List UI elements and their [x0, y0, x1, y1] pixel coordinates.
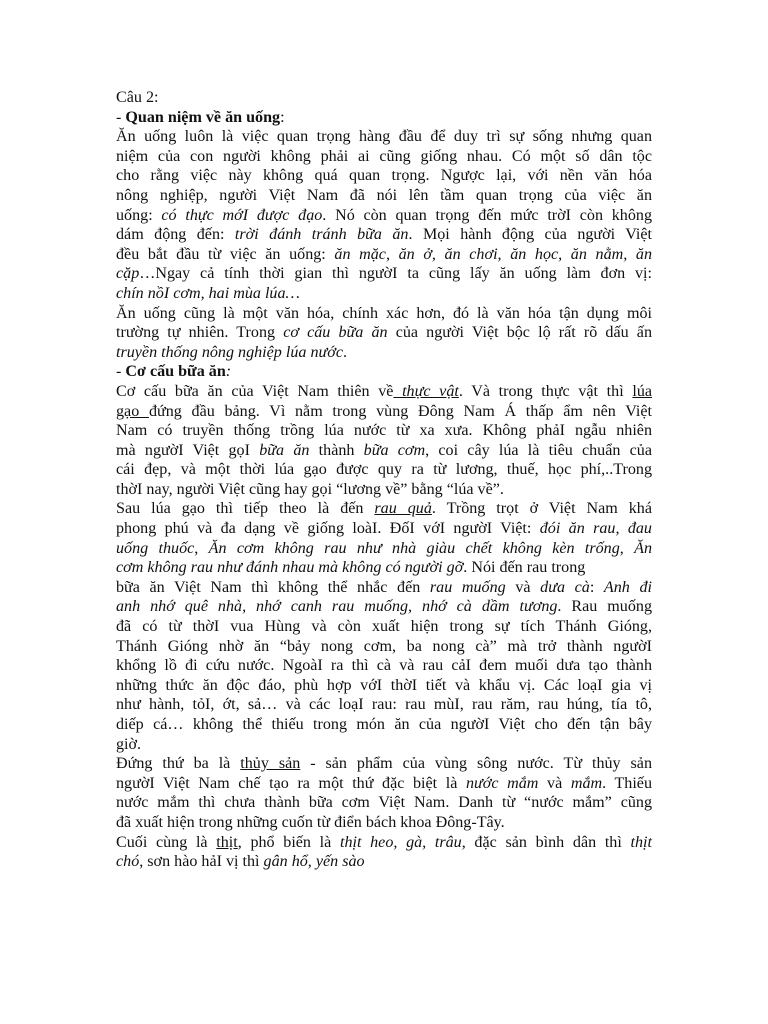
text-line: [116, 637, 652, 657]
text-segment: và: [505, 578, 541, 596]
text-segment: đã xuất hiện trong những cuốn từ điển bách khoa Đông-Tây.: [116, 813, 505, 831]
text-segment: nước mắm thì chưa thành bữa cơm Việt Nam. Danh từ “nước mắm” cũng: [116, 794, 652, 812]
text-line: [116, 127, 652, 147]
text-segment: . Mọi hành động của người Việt: [408, 226, 652, 244]
text-segment: :: [225, 363, 232, 381]
text-segment: -: [116, 363, 126, 381]
text-line: [116, 421, 652, 441]
text-segment: chín nồI cơm, hai mùa lúa…: [116, 284, 300, 302]
text-segment: niệm của con người không phải ai cũng giống nhau. Có một số dân tộc: [116, 147, 652, 165]
text-segment: mắm: [570, 774, 603, 792]
text-segment: , sơn hào hảI vị thì: [139, 853, 264, 871]
text-segment: cho rằng việc này không quá quan trọng. Ngược lại, với nền văn hóa: [116, 167, 652, 185]
document-page: [116, 88, 652, 872]
text-segment: đứng đầu bảng. Vì nằm trong vùng Đông Nam Á thấp ẩm nên Việt: [148, 402, 652, 420]
text-line: [116, 460, 652, 480]
text-line: [116, 343, 652, 363]
text-segment: :: [589, 578, 604, 596]
text-segment: ngườI Việt Nam chế tạo ra một thứ đặc biệt là: [116, 774, 466, 792]
text-segment: chó: [116, 853, 140, 871]
text-segment: dám động đến:: [116, 226, 235, 244]
text-segment: , đặc sản bình dân thì: [461, 833, 631, 851]
text-segment: Câu 2:: [116, 89, 159, 106]
text-segment: Ăn uống luôn là việc quan trọng hàng đầu để duy trì sự sống nhưng quan: [116, 128, 652, 146]
text-line: [116, 852, 652, 872]
text-line: [116, 617, 652, 637]
text-line: [116, 695, 652, 715]
text-segment: Quan niệm về ăn uống: [125, 108, 281, 126]
text-segment: và: [538, 774, 571, 792]
text-segment: Nam có truyền thống trồng lúa nước từ xa xưa. Không phảI ngẫu nhiên: [116, 422, 652, 440]
text-segment: đã có từ thờI vua Hùng và còn xuất hiện trong sự tích Thánh Gióng,: [116, 618, 652, 636]
text-segment: trường tự nhiên. Trong: [116, 324, 284, 342]
text-segment: . Nó còn quan trọng đến mức trờI còn không: [322, 206, 652, 224]
text-line: [116, 754, 652, 774]
text-segment: uống:: [116, 206, 162, 224]
text-segment: của người Việt bộc lộ rất rõ dấu ấn: [387, 324, 652, 342]
text-line: [116, 186, 652, 206]
text-segment: bữa cơm: [363, 441, 426, 459]
text-segment: Ăn uống cũng là một văn hóa, chính xác hơn, đó là văn hóa tận dụng môi: [116, 304, 652, 322]
text-line: [116, 774, 652, 794]
text-line: [116, 715, 652, 735]
text-line: [116, 441, 652, 461]
text-segment: Ăn cơm không rau như nhà giàu chết không kèn trống: [208, 539, 620, 557]
text-segment: cái đẹp, và một thời lúa gạo được quy ra từ lương, thuế, học phí,..Trong: [116, 461, 652, 479]
text-segment: nông nghiệp, người Việt Nam đã nói lên tầm quan trọng của việc ăn: [116, 186, 652, 204]
text-segment: lúa: [632, 382, 653, 400]
text-segment: thờI nay, người Việt cũng hay gọi “lương về” bằng “lúa về”.: [116, 480, 504, 498]
text-segment: . Nói đến rau trong: [463, 559, 586, 577]
text-segment: thực vật: [393, 382, 459, 400]
text-segment: gạo: [116, 402, 149, 420]
text-segment: cặp: [116, 265, 140, 283]
text-line: [116, 578, 652, 598]
text-line: [116, 284, 652, 304]
text-segment: Cuối cùng là: [116, 833, 217, 851]
text-line: [116, 225, 652, 245]
text-line: [116, 108, 652, 128]
text-line: [116, 362, 652, 382]
text-line: [116, 539, 652, 559]
text-segment: -: [116, 108, 126, 126]
text-line: [116, 833, 652, 853]
text-segment: anh nhớ quê nhà, nhớ canh rau muống, nhớ cà dầm tương: [116, 598, 558, 616]
text-line: [116, 166, 652, 186]
text-segment: những thức ăn độc đáo, phù hợp vớI thờI tiết và khẩu vị. Các loạI gia vị: [116, 676, 652, 694]
text-segment: đều bắt đầu từ việc ăn uống:: [116, 245, 335, 263]
text-line: [116, 656, 652, 676]
text-segment: diếp cá… không thể thiếu trong món ăn của ngườI Việt cho đến tận bây: [116, 716, 652, 733]
text-segment: , coi cây lúa là tiêu chuẩn của: [425, 441, 652, 459]
text-segment: cơ cấu bữa ăn: [283, 324, 388, 342]
text-segment: ,: [194, 539, 209, 557]
text-line: [116, 499, 652, 519]
text-segment: uống thuốc: [116, 539, 195, 557]
text-segment: bữa ăn: [259, 441, 310, 459]
text-segment: cơm không rau như đánh nhau mà không có người gỡ: [116, 559, 464, 577]
text-segment: . Thiếu: [602, 774, 653, 792]
text-line: [116, 304, 652, 324]
text-segment: Cơ cấu bữa ăn: [125, 363, 226, 381]
text-segment: …Ngay cả tính thời gian thì ngườI ta cũng lấy ăn uống làm đơn vị:: [139, 265, 652, 283]
text-line: [116, 323, 652, 343]
text-segment: nước mắm: [465, 774, 539, 792]
text-line: [116, 402, 652, 422]
text-segment: Thánh Gióng nhờ ăn “bảy nong cơm, ba nong cà” mà trở thành ngườI: [116, 637, 652, 655]
text-segment: thịt: [216, 833, 238, 851]
text-segment: mà ngườI Việt gọI: [116, 441, 260, 459]
text-segment: :: [280, 108, 285, 126]
text-segment: thịt: [630, 833, 652, 851]
text-segment: có thực mớI được đạo: [161, 206, 323, 224]
text-segment: Anh đi: [603, 578, 652, 596]
text-segment: phong phú và đa dạng về giống loàI. ĐốI vớI ngườI Việt:: [116, 520, 540, 538]
text-segment: dưa cà: [540, 578, 590, 596]
text-segment: . Trồng trọt ở Việt Nam khá: [431, 500, 652, 518]
text-segment: , phổ biến là: [237, 833, 340, 851]
text-line: [116, 147, 652, 167]
text-segment: rau quả: [374, 500, 432, 518]
text-segment: . Rau muống: [557, 598, 652, 616]
text-line: [116, 88, 652, 108]
text-segment: Sau lúa gạo thì tiếp theo là đến: [116, 500, 375, 518]
text-segment: .: [343, 343, 348, 361]
text-line: [116, 676, 652, 696]
text-line: [116, 519, 652, 539]
text-segment: Ăn: [634, 539, 653, 557]
text-segment: như hành, tỏI, ớt, sả… và các loạI rau: rau mùI, rau răm, rau húng, tía tô,: [116, 696, 652, 714]
text-line: [116, 558, 652, 578]
text-segment: . Và trong thực vật thì: [458, 382, 633, 400]
text-line: [116, 813, 652, 833]
text-segment: thành: [309, 441, 364, 459]
text-line: [116, 597, 652, 617]
text-segment: giờ.: [116, 735, 142, 753]
text-line: [116, 245, 652, 265]
text-segment: trời đánh tránh bữa ăn: [234, 226, 409, 244]
text-segment: Đứng thứ ba là: [116, 755, 241, 773]
text-segment: bữa ăn Việt Nam thì không thể nhắc đến: [116, 578, 430, 596]
text-line: [116, 382, 652, 402]
text-segment: Cơ cấu bữa ăn của Việt Nam thiên về: [116, 382, 394, 400]
text-segment: ,: [619, 539, 635, 557]
text-line: [116, 206, 652, 226]
text-segment: - sản phẩm của vùng sông nước. Từ thủy sản: [300, 755, 652, 773]
text-segment: thịt heo, gà, trâu: [339, 833, 462, 851]
text-line: [116, 480, 652, 500]
text-segment: rau muống: [429, 578, 506, 596]
text-segment: đói ăn rau, đau: [539, 520, 652, 538]
text-segment: thủy sản: [240, 755, 301, 773]
text-line: [116, 735, 652, 755]
text-line: [116, 793, 652, 813]
text-segment: gân hổ, yến sào: [263, 853, 365, 871]
text-segment: khổng lồ đi cứu nước. NgoàI ra thì cà và rau cảI đem muối dưa tạo thành: [116, 657, 652, 675]
text-segment: truyền thống nông nghiệp lúa nước: [116, 343, 344, 361]
text-segment: ăn mặc, ăn ở, ăn chơi, ăn học, ăn nằm, ăn: [334, 245, 652, 263]
text-line: [116, 264, 652, 284]
